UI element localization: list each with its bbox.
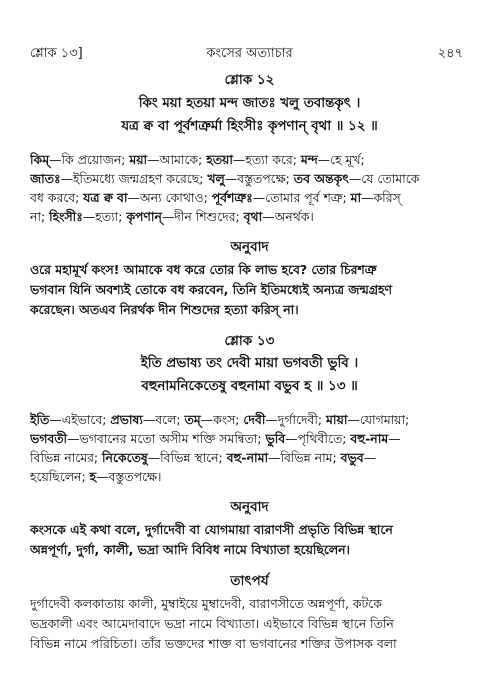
- synonyms-13-line: [30, 429, 469, 449]
- synonym-gloss: —অন্য কোথাও;: [127, 190, 212, 205]
- synonym-gloss: —করিস্: [361, 190, 401, 205]
- synonym-gloss: —বস্তুতপক্ষে;: [224, 171, 294, 186]
- header-chapter-title: কংসের অত্যাচার: [206, 46, 293, 61]
- translation-12-heading: অনুবাদ: [230, 239, 269, 255]
- synonym-gloss: —আমাকে;: [147, 152, 207, 167]
- translation-12-line-3: করেছেন। অতএব নিরর্থক দীন শিশুদের হত্যা করিস্ না।: [30, 302, 299, 317]
- synonym-gloss: —বস্তুতপক্ষে।: [96, 469, 162, 484]
- synonyms-12-line: [30, 207, 469, 227]
- synonym-gloss: —দীন শিশুদের;: [161, 209, 244, 224]
- purport-13-line-2: ভদ্রকালী এবং আমেদাবাদে ভদ্রা নামে বিখ্যাতা। এইভাবে বিভিন্ন স্থানে তিনি: [30, 616, 394, 631]
- synonyms-12-line: [30, 169, 469, 189]
- synonym-gloss: —বলে;: [142, 412, 185, 427]
- synonym-term: হিংসীঃ: [49, 209, 83, 224]
- synonym-gloss: —তোমার পূর্ব শত্রু;: [252, 190, 351, 205]
- synonym-gloss: —হত্যা করে;: [232, 152, 301, 167]
- synonym-gloss: —হে মূর্খ;: [317, 152, 365, 167]
- synonym-term: তম্: [184, 412, 201, 427]
- purport-13-line-3: বিভিন্ন নামে পরিচিতা। তাঁর ভক্তদের শাক্ত বা ভগবানের শক্তির উপাসক বলা: [30, 636, 397, 651]
- translation-13-heading: অনুবাদ: [230, 499, 269, 515]
- translation-12-line-1: ওরে মহামূর্খ কংস! আমাকে বধ করে তোর কি লাভ হবে? তোর চিরশত্রু: [30, 262, 377, 277]
- synonym-term: মায়া: [326, 412, 348, 427]
- synonym-term: মন্দ: [300, 152, 318, 167]
- synonyms-12-line: [30, 188, 469, 208]
- synonym-term: ভুবি: [265, 431, 286, 446]
- synonyms-13-line: [30, 410, 469, 430]
- synonym-gloss: —: [363, 450, 377, 465]
- synonyms-13-line: [30, 448, 469, 468]
- synonym-term: ভগবতী: [30, 431, 68, 446]
- synonym-gloss: বিভিন্ন নামের;: [30, 450, 103, 465]
- synonym-term: জাতঃ: [30, 171, 61, 186]
- synonyms-12-line: [30, 150, 469, 170]
- synonym-term: বহু-নাম: [350, 431, 389, 446]
- synonym-gloss: —এইভাবে;: [49, 412, 111, 427]
- verse-12-line-1: কিং ময়া হতয়া মন্দ জাতঃ খলু তবান্তকৃৎ ।: [138, 96, 361, 111]
- synonym-gloss: —কংস;: [200, 412, 244, 427]
- synonym-term: তব অন্তকৃৎ: [293, 171, 349, 186]
- translation-13-line-2: অন্নপূর্ণা, দুর্গা, কালী, ভদ্রা আদি বিবিধ নামে বিখ্যাতা হয়েছিলেন।: [30, 542, 350, 557]
- synonym-gloss: —দুর্গাদেবী;: [265, 412, 327, 427]
- header-page-number: ২৪৭: [437, 46, 463, 61]
- synonym-gloss: —কি প্রয়োজন;: [49, 152, 130, 167]
- synonyms-13-line: [30, 467, 469, 487]
- verse-12-line-2: যত্র ক্ব বা পূর্বশত্রুর্মা হিংসীঃ কৃপণান্ বৃথা ॥ ১২ ॥: [121, 119, 378, 134]
- synonym-gloss: —পৃথিবীতে;: [285, 431, 351, 446]
- synonym-term: প্রভাষ্য: [110, 412, 143, 427]
- synonym-gloss: হয়েছিলেন;: [30, 469, 90, 484]
- header-verse-ref: শ্লোক ১৩]: [30, 46, 83, 61]
- translation-12-line-2: ভগবান যিনি অবশ্যই তোকে বধ করবেন, তিনি ইতিমধ্যেই অন্যত্র জন্মগ্রহণ: [30, 282, 393, 297]
- synonym-term: হ: [89, 469, 97, 484]
- synonym-gloss: —ভগবানের মতো অসীম শক্তি সমন্বিতা;: [67, 431, 266, 446]
- synonym-term: যত্র ক্ব বা: [83, 190, 128, 205]
- synonym-term: বহু-নামা: [226, 450, 269, 465]
- synonym-term: হতয়া: [206, 152, 233, 167]
- synonym-gloss: —হত্যা;: [82, 209, 127, 224]
- verse-13-label: শ্লোক ১৩: [224, 333, 275, 349]
- synonym-term: কিম্: [30, 152, 50, 167]
- synonym-term: কৃপণান্: [126, 209, 162, 224]
- synonym-term: নিকেতেষু: [102, 450, 148, 465]
- synonym-term: খলু: [207, 171, 225, 186]
- synonym-gloss: —বিভিন্ন নাম;: [268, 450, 341, 465]
- verse-13-line-2: বহুনামনিকেতেষু বহুনামা বভুব হ ॥ ১৩ ॥: [141, 379, 358, 394]
- synonym-term: ইতি: [30, 412, 50, 427]
- synonym-term: বৃথা: [243, 209, 263, 224]
- synonym-gloss: বধ করবে;: [30, 190, 84, 205]
- synonym-term: পূর্বশত্রুঃ: [211, 190, 253, 205]
- synonym-term: দেবী: [243, 412, 266, 427]
- synonym-gloss: —বিভিন্ন স্থানে;: [147, 450, 227, 465]
- synonym-term: মা: [350, 190, 362, 205]
- translation-13-line-1: কংসকে এই কথা বলে, দুর্গাদেবী বা যোগমায়া বারাণসী প্রভৃতি বিভিন্ন স্থানে: [30, 522, 393, 537]
- synonym-gloss: —: [388, 431, 401, 446]
- synonym-term: ময়া: [129, 152, 148, 167]
- purport-13-line-1: দুর্গাদেবী কলকাতায় কালী, মুম্বাইয়ে মুম্বাদেবী, বারাণসীতে অন্নপূর্ণা, কটকে: [30, 596, 382, 611]
- synonym-gloss: —ইতিমধ্যে জন্মগ্রহণ করেছে;: [60, 171, 208, 186]
- synonym-gloss: —যোগমায়া;: [347, 412, 410, 427]
- synonym-gloss: —অনর্থক।: [262, 209, 314, 224]
- verse-13-line-1: ইতি প্রভাষ্য তং দেবী মায়া ভগবতী ভুবি ।: [140, 356, 359, 371]
- synonym-term: বভুব: [340, 450, 364, 465]
- purport-13-heading: তাৎপর্য: [230, 573, 269, 589]
- synonym-gloss: —যে তোমাকে: [348, 171, 420, 186]
- synonym-gloss: না;: [30, 209, 50, 224]
- verse-12-label: শ্লোক ১২: [224, 72, 275, 88]
